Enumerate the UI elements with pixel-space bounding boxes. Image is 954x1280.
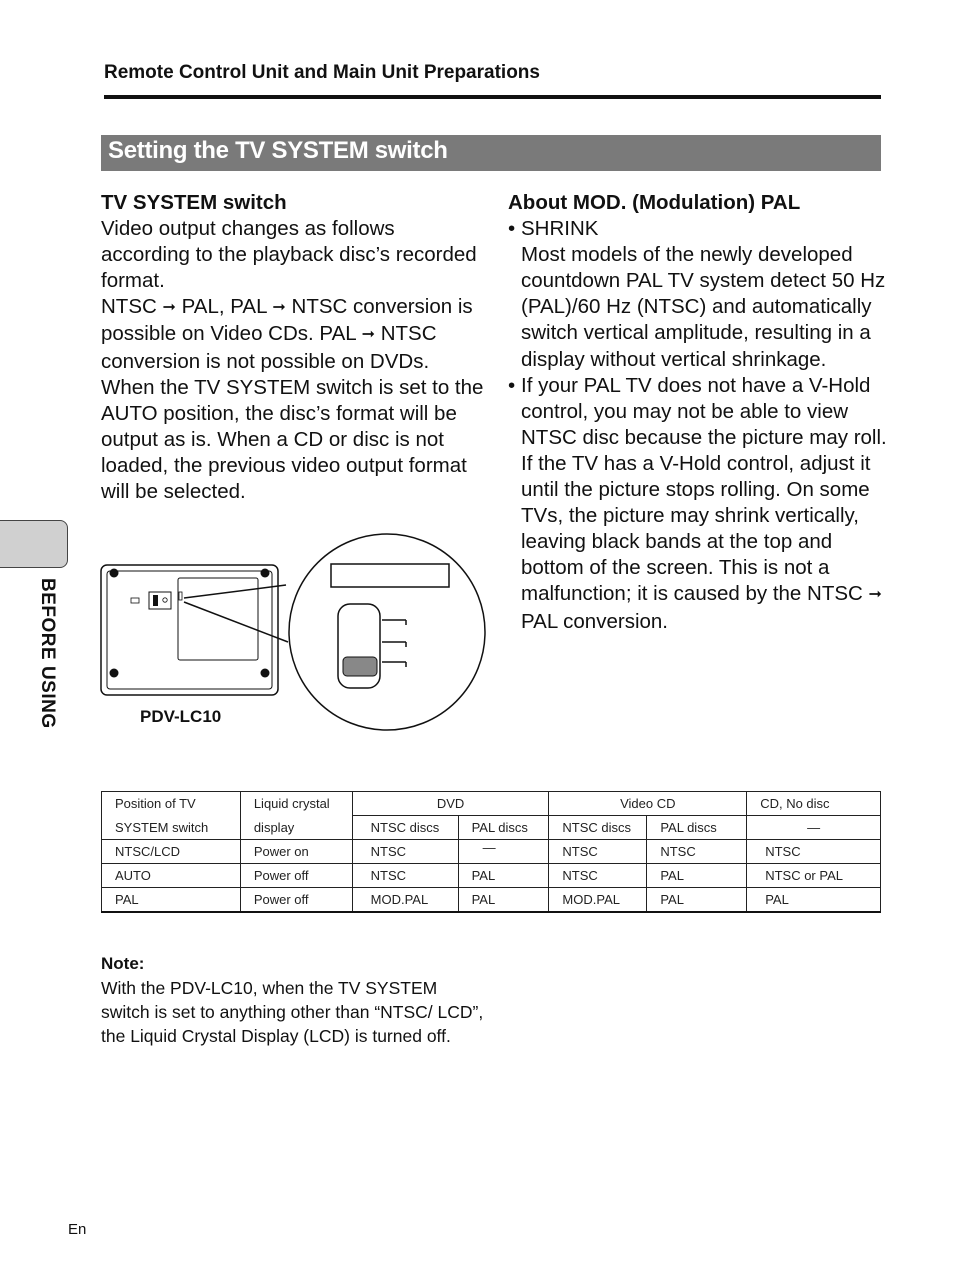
vhold-end-pal: PAL conversion. (521, 609, 668, 633)
sub-dvd-pal: PAL discs (458, 816, 549, 840)
unit-bottom-panel (101, 565, 278, 695)
vhold-end-ntsc: NTSC (807, 582, 863, 606)
shrink-title: SHRINK (521, 217, 599, 241)
header-dvd: DVD (352, 792, 549, 816)
header-switch-position: Position of TV (102, 792, 241, 816)
right-column (508, 190, 893, 635)
cell: MOD.PAL (549, 888, 647, 913)
cell: NTSC (747, 840, 881, 864)
cell: NTSC (352, 864, 458, 888)
section-title: Setting the TV SYSTEM switch (108, 137, 448, 164)
conv-mid: NTSC conversion is possible on Video CDs. PAL (101, 295, 473, 346)
table-subheader-row (102, 816, 881, 840)
arrow-right-icon: ➞ (868, 586, 882, 604)
bullet-dot: • (508, 373, 516, 397)
header-lcd-2: display (240, 816, 352, 840)
conv-tail: NTSC conversion is not possible on DVDs. (101, 322, 437, 373)
sub-vcd-pal: PAL discs (647, 816, 747, 840)
header-lcd: Liquid crystal (240, 792, 352, 816)
model-label: PDV-LC10 (140, 707, 222, 726)
cell: PAL (647, 888, 747, 913)
header-rule (104, 95, 881, 99)
note-text: With the PDV-LC10, when the TV SYSTEM switch is set to anything other than “NTSC/ LCD”, the Liquid Crystal Display (LCD) is turned off. (101, 978, 484, 1046)
arrow-right-icon: ➞ (361, 326, 375, 344)
page-header: Remote Control Unit and Main Unit Preparations (104, 62, 540, 83)
left-column (101, 190, 486, 505)
cell: NTSC (352, 840, 458, 864)
bullet-dot: • (508, 217, 516, 241)
cell: PAL (102, 888, 241, 913)
cell: PAL (458, 888, 549, 913)
cell: PAL (647, 864, 747, 888)
header-cd: CD, No disc (747, 792, 881, 816)
arrow-right-icon: ➞ (272, 299, 286, 317)
table-row (102, 864, 881, 888)
cell: PAL (458, 864, 549, 888)
chapter-tab-label: BEFORE USING (37, 578, 58, 729)
bullet-vhold (508, 373, 893, 635)
tv-system-heading: TV SYSTEM switch (101, 191, 287, 214)
tv-system-switch-figure (98, 530, 490, 735)
page-language: En (68, 1221, 87, 1238)
chapter-tab (0, 520, 68, 568)
vhold-text: If your PAL TV does not have a V-Hold control, you may not be able to view NTSC disc because the picture may roll. If the TV has a V-Hold control, adjust it until the picture stops rolling. On some TVs, the picture may shrink vertically, leaving black bands at the top and bottom of the screen. This is not a malfunction; it is caused by the (521, 373, 887, 606)
cell: — (458, 840, 549, 864)
shrink-text: Most models of the newly developed countdown PAL TV system detect 50 Hz (PAL)/60 Hz (NTSC) and automatically switch vertical amplitude, resulting in a display without vertical shrinkage. (521, 243, 886, 371)
conv-pal: PAL, PAL (181, 295, 267, 319)
table-row (102, 840, 881, 864)
cell: NTSC or PAL (747, 864, 881, 888)
tv-system-table (101, 791, 881, 913)
cell: AUTO (102, 864, 241, 888)
cell: NTSC/LCD (102, 840, 241, 864)
arrow-right-icon: ➞ (162, 299, 176, 317)
conversion-paragraph (101, 294, 486, 374)
note-block (101, 952, 486, 1048)
auto-paragraph: When the TV SYSTEM switch is set to the AUTO position, the disc’s format will be output as is. When a CD or disc is not loaded, the previous video output format will be selected. (101, 375, 484, 504)
conv-ntsc: NTSC (101, 295, 157, 319)
mod-pal-heading: About MOD. (Modulation) PAL (508, 191, 801, 214)
note-heading: Note: (101, 954, 145, 973)
header-video-cd: Video CD (549, 792, 747, 816)
cell: NTSC (549, 864, 647, 888)
intro-paragraph: Video output changes as follows according to the playback disc’s recorded format. (101, 217, 477, 293)
sub-vcd-ntsc: NTSC discs (549, 816, 647, 840)
cell: Power on (240, 840, 352, 864)
cell: Power off (240, 864, 352, 888)
cell: NTSC (549, 840, 647, 864)
table-header-row (102, 792, 881, 816)
bullet-shrink (508, 216, 893, 373)
sub-cd-dash: — (747, 816, 881, 840)
switch-detail-magnifier (289, 534, 485, 730)
header-switch-position-2: SYSTEM switch (102, 816, 241, 840)
cell: Power off (240, 888, 352, 913)
sub-dvd-ntsc: NTSC discs (352, 816, 458, 840)
cell: MOD.PAL (352, 888, 458, 913)
table-row (102, 888, 881, 913)
cell: PAL (747, 888, 881, 913)
cell: NTSC (647, 840, 747, 864)
